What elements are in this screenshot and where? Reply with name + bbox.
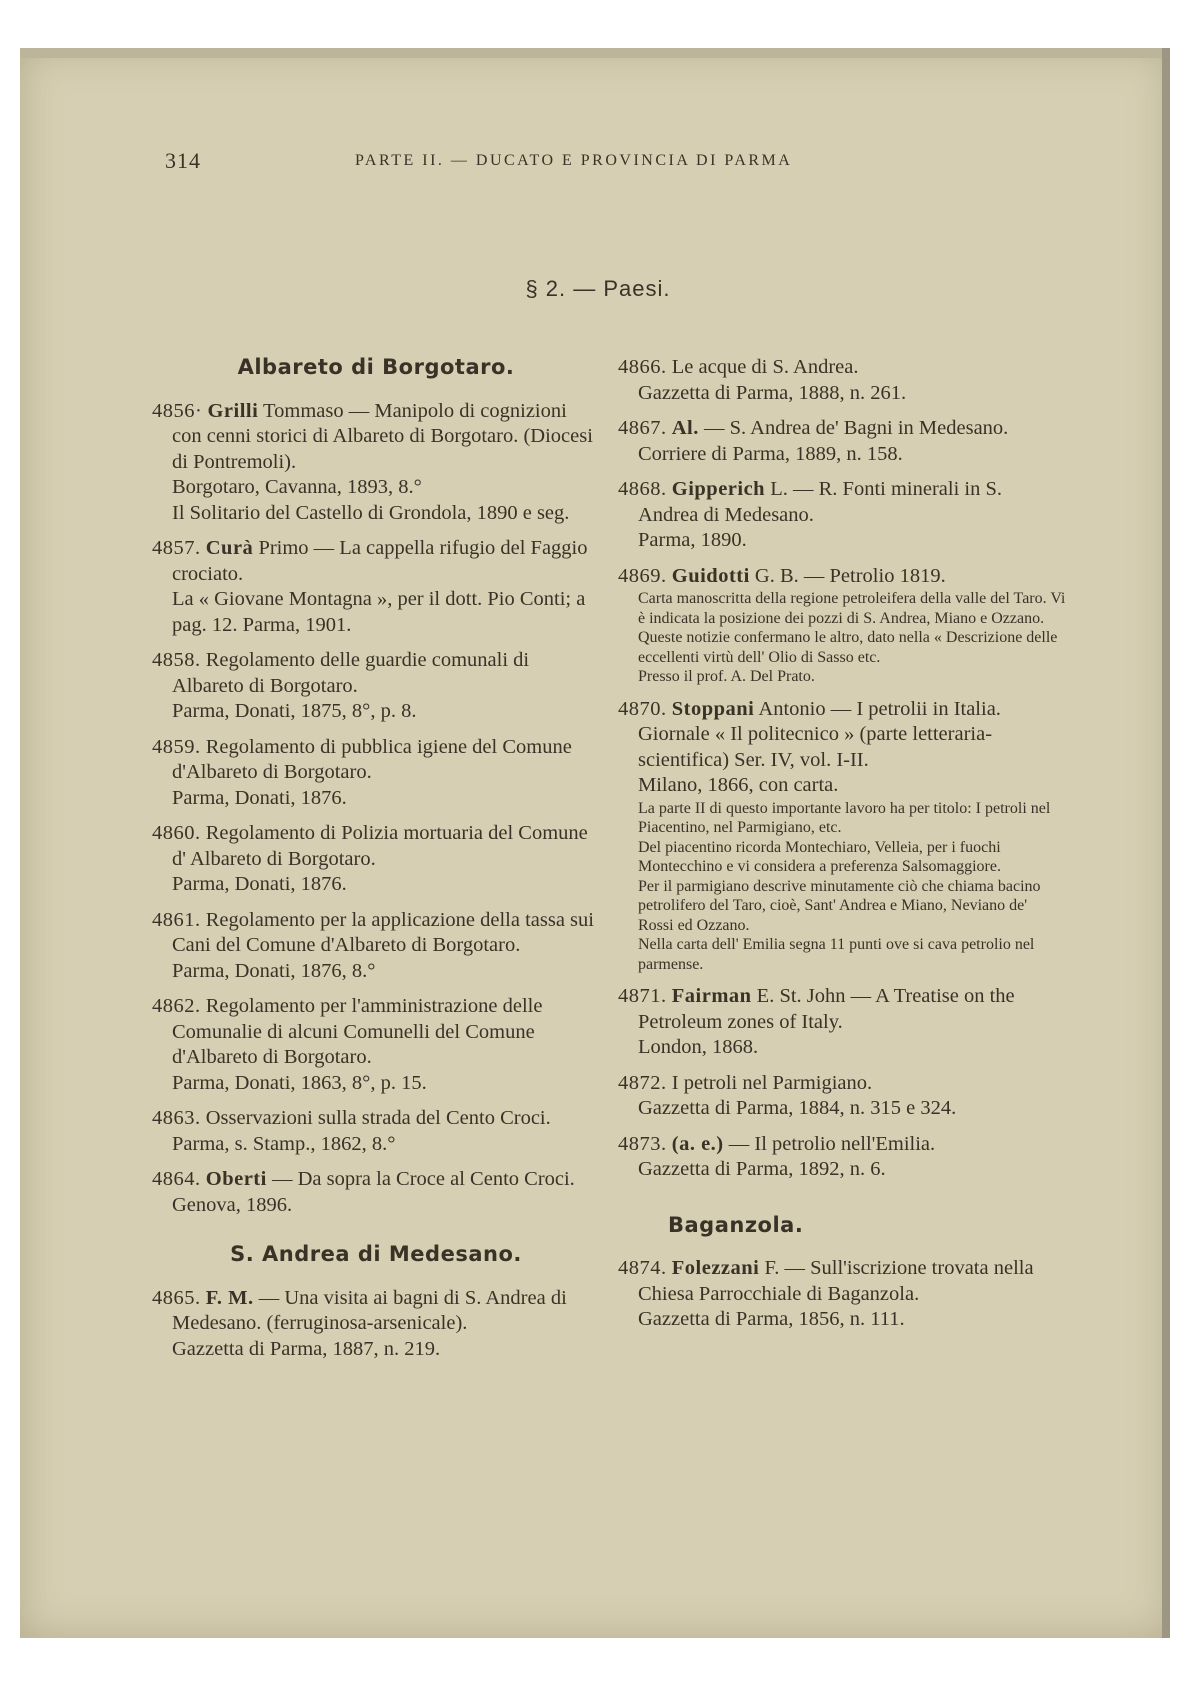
entry-number: 4870. bbox=[618, 697, 667, 720]
entry-publication: London, 1868. bbox=[638, 1036, 759, 1058]
bibliography-entry bbox=[618, 1256, 1066, 1333]
section-gap bbox=[152, 1228, 600, 1242]
entry-note: La parte II di questo importante lavoro ha per titolo: I petroli nel Piacentino, nel Parmigiano, etc. bbox=[638, 799, 1051, 836]
bibliography-entry bbox=[152, 908, 600, 985]
bibliography-entry bbox=[152, 648, 600, 725]
entry-title: E. St. John — A Treatise on the Petroleum zones of Italy. bbox=[638, 985, 1015, 1033]
entry-number: 4865. bbox=[152, 1286, 201, 1309]
entry-title: G. B. — Petrolio 1819. bbox=[754, 564, 946, 587]
entry-title: Regolamento delle guardie comunali di Albareto di Borgotaro. bbox=[172, 649, 530, 697]
entry-publication: Parma, Donati, 1876. bbox=[172, 873, 347, 895]
entry-publication: Giornale « Il politecnico » (parte letteraria-scientifica) Ser. IV, vol. I-II. bbox=[638, 723, 993, 771]
left-column bbox=[152, 355, 600, 1372]
entry-title: I petroli nel Parmigiano. bbox=[671, 1071, 873, 1094]
page-number: 314 bbox=[165, 148, 201, 173]
entry-title: — S. Andrea de' Bagni in Medesano. bbox=[704, 417, 1009, 439]
entry-author: Stoppani bbox=[671, 697, 755, 720]
bibliography-entry bbox=[618, 355, 1066, 406]
entry-first-line bbox=[618, 1132, 1066, 1158]
entry-first-line bbox=[152, 735, 600, 786]
locality-heading: Albareto di Borgotaro. bbox=[237, 355, 515, 379]
entry-number: 4872. bbox=[618, 1071, 667, 1094]
entry-first-line bbox=[152, 994, 600, 1071]
entry-note: Per il parmigiano descrive minutamente ciò che chiama bacino petrolifero del Taro, cioè, Sant' Andrea e Miano, Neviano de' Rossi ed Ozzano. bbox=[638, 877, 1041, 934]
entry-note: Carta manoscritta della regione petroleifera della valle del Taro. Vi è indicata la posizione dei pozzi di S. Andrea, Miano e Ozzano. bbox=[638, 590, 1066, 627]
entry-title: Regolamento di pubblica igiene del Comune d'Albareto di Borgotaro. bbox=[172, 735, 572, 783]
entry-first-line bbox=[152, 1167, 600, 1193]
bibliography-entry bbox=[152, 1167, 600, 1218]
bibliography-entry bbox=[618, 984, 1066, 1061]
entry-number: 4862. bbox=[152, 995, 201, 1017]
entry-number: 4867. bbox=[618, 417, 667, 439]
entry-publication: Gazzetta di Parma, 1892, n. 6. bbox=[638, 1158, 886, 1180]
entry-title: — Il petrolio nell'Emilia. bbox=[728, 1132, 936, 1155]
entry-title: Primo — La cappella rifugio del Faggio crociato. bbox=[172, 537, 588, 585]
entry-number: 4866. bbox=[618, 356, 667, 378]
bibliography-entry bbox=[152, 821, 600, 898]
entry-number: 4859. bbox=[152, 735, 201, 758]
section-title: § 2. — Paesi. bbox=[525, 276, 671, 301]
entry-title: Le acque di S. Andrea. bbox=[671, 356, 859, 378]
entry-publication: Parma, Donati, 1863, 8°, p. 15. bbox=[172, 1071, 427, 1094]
entry-number: 4860. bbox=[152, 822, 201, 844]
bibliography-entry bbox=[618, 416, 1066, 467]
entry-number: 4858. bbox=[152, 649, 201, 671]
bibliography-entry bbox=[152, 1286, 600, 1363]
entry-author: Al. bbox=[671, 417, 699, 439]
entry-number: 4863. bbox=[152, 1107, 201, 1129]
entry-publication: Il Solitario del Castello di Grondola, 1890 e seg. bbox=[172, 501, 570, 524]
bibliography-entry bbox=[152, 735, 600, 812]
entry-first-line bbox=[152, 536, 600, 587]
entry-number: 4864. bbox=[152, 1168, 201, 1190]
entry-note: Nella carta dell' Emilia segna 11 punti ove si cava petrolio nel parmense. bbox=[638, 936, 1035, 973]
entry-first-line bbox=[152, 1106, 600, 1132]
entry-title: Regolamento per l'amministrazione delle Comunalie di alcuni Comunelli del Comune d'Albareto di Borgotaro. bbox=[172, 995, 543, 1068]
entry-author: Guidotti bbox=[671, 564, 750, 587]
bibliography-entry bbox=[152, 536, 600, 638]
entry-author: Grilli bbox=[207, 399, 259, 422]
entry-number: 4874. bbox=[618, 1257, 667, 1279]
entry-first-line bbox=[152, 821, 600, 872]
entry-title: — Da sopra la Croce al Cento Croci. bbox=[271, 1168, 575, 1190]
entry-publication: Milano, 1866, con carta. bbox=[638, 774, 839, 796]
entry-first-line bbox=[618, 984, 1066, 1035]
entry-publication: Parma, s. Stamp., 1862, 8.° bbox=[172, 1132, 396, 1155]
entry-first-line bbox=[618, 416, 1066, 442]
entry-note: Del piacentino ricorda Montechiaro, Velleia, per i fuochi Montecchino e vi considera a preferenza Salsomaggiore. bbox=[638, 838, 1001, 875]
right-column bbox=[618, 355, 1066, 1343]
entry-publication: Parma, Donati, 1876, 8.° bbox=[172, 959, 376, 982]
entry-title: Antonio — I petrolii in Italia. bbox=[758, 697, 1001, 720]
entry-number: 4857. bbox=[152, 537, 201, 559]
locality-heading: Baganzola. bbox=[668, 1212, 804, 1237]
bibliography-entry bbox=[618, 697, 1066, 975]
entry-author: (a. e.) bbox=[671, 1132, 724, 1155]
entry-first-line bbox=[618, 477, 1066, 528]
entry-first-line bbox=[618, 1256, 1066, 1307]
entry-author: Fairman bbox=[671, 985, 752, 1007]
entry-title: Tommaso — Manipolo di cognizioni con cenni storici di Albareto di Borgotaro. (Diocesi di Pontremoli). bbox=[172, 399, 593, 473]
locality-heading: S. Andrea di Medesano. bbox=[230, 1242, 522, 1266]
entry-first-line bbox=[618, 564, 1066, 590]
entry-first-line bbox=[618, 1071, 1066, 1097]
entry-author: Oberti bbox=[205, 1168, 267, 1190]
bibliography-entry bbox=[618, 564, 1066, 687]
entry-publication: Borgotaro, Cavanna, 1893, 8.° bbox=[172, 476, 422, 498]
bibliography-entry bbox=[618, 477, 1066, 554]
entry-publication: Parma, Donati, 1876. bbox=[172, 786, 347, 809]
entry-publication: Genova, 1896. bbox=[172, 1193, 293, 1216]
entry-first-line bbox=[152, 399, 600, 476]
entry-number: 4871. bbox=[618, 985, 667, 1007]
entry-publication: Corriere di Parma, 1889, n. 158. bbox=[638, 442, 903, 465]
entry-author: Folezzani bbox=[671, 1257, 760, 1279]
entry-first-line bbox=[152, 648, 600, 699]
page-header bbox=[165, 148, 1065, 178]
entry-first-line bbox=[152, 1286, 600, 1337]
entry-title: Regolamento di Polizia mortuaria del Comune d' Albareto di Borgotaro. bbox=[172, 822, 588, 870]
entry-publication: Gazzetta di Parma, 1888, n. 261. bbox=[638, 381, 907, 404]
entry-title: Osservazioni sulla strada del Cento Croci. bbox=[205, 1107, 551, 1129]
entry-publication: Parma, 1890. bbox=[638, 529, 747, 551]
entry-title: — Una visita ai bagni di S. Andrea di Medesano. (ferruginosa-arsenicale). bbox=[172, 1286, 567, 1334]
entry-first-line bbox=[152, 908, 600, 959]
entry-author: Curà bbox=[205, 537, 254, 559]
entry-publication: Gazzetta di Parma, 1884, n. 315 e 324. bbox=[638, 1097, 957, 1119]
entry-title: L. — R. Fonti minerali in S. Andrea di Medesano. bbox=[638, 478, 1002, 526]
entry-title: Regolamento per la applicazione della tassa sui Cani del Comune d'Albareto di Borgotaro. bbox=[172, 908, 594, 956]
entry-publication: Gazzetta di Parma, 1887, n. 219. bbox=[172, 1337, 441, 1360]
entry-note: Queste notizie confermano le altro, dato nella « Descrizione delle eccellenti virtù dell' Olio di Sasso etc. bbox=[638, 629, 1058, 666]
bibliography-entry bbox=[618, 1071, 1066, 1122]
entry-author: F. M. bbox=[205, 1286, 254, 1309]
bibliography-entry bbox=[152, 994, 600, 1096]
entry-number: 4868. bbox=[618, 478, 667, 500]
bibliography-entry bbox=[152, 1106, 600, 1157]
section-gap bbox=[618, 1193, 1066, 1207]
entry-publication: La « Giovane Montagna », per il dott. Pio Conti; a pag. 12. Parma, 1901. bbox=[172, 588, 586, 636]
entry-title: F. — Sull'iscrizione trovata nella Chiesa Parrocchiale di Baganzola. bbox=[638, 1257, 1034, 1305]
scan-border-top bbox=[20, 48, 1170, 58]
entry-author: Gipperich bbox=[671, 478, 766, 500]
entry-first-line bbox=[618, 355, 1066, 381]
bibliography-entry bbox=[618, 1132, 1066, 1183]
entry-first-line bbox=[618, 697, 1066, 723]
entry-note: Presso il prof. A. Del Prato. bbox=[638, 668, 815, 685]
entry-number: 4861. bbox=[152, 908, 201, 931]
entry-number: 4873. bbox=[618, 1132, 667, 1155]
bibliography-entry bbox=[152, 399, 600, 527]
entry-number: 4856· bbox=[152, 399, 203, 422]
entry-publication: Gazzetta di Parma, 1856, n. 111. bbox=[638, 1308, 905, 1330]
entry-number: 4869. bbox=[618, 564, 667, 587]
entry-publication: Parma, Donati, 1875, 8°, p. 8. bbox=[172, 700, 417, 722]
running-head: PARTE II. — DUCATO E PROVINCIA DI PARMA bbox=[355, 152, 793, 169]
